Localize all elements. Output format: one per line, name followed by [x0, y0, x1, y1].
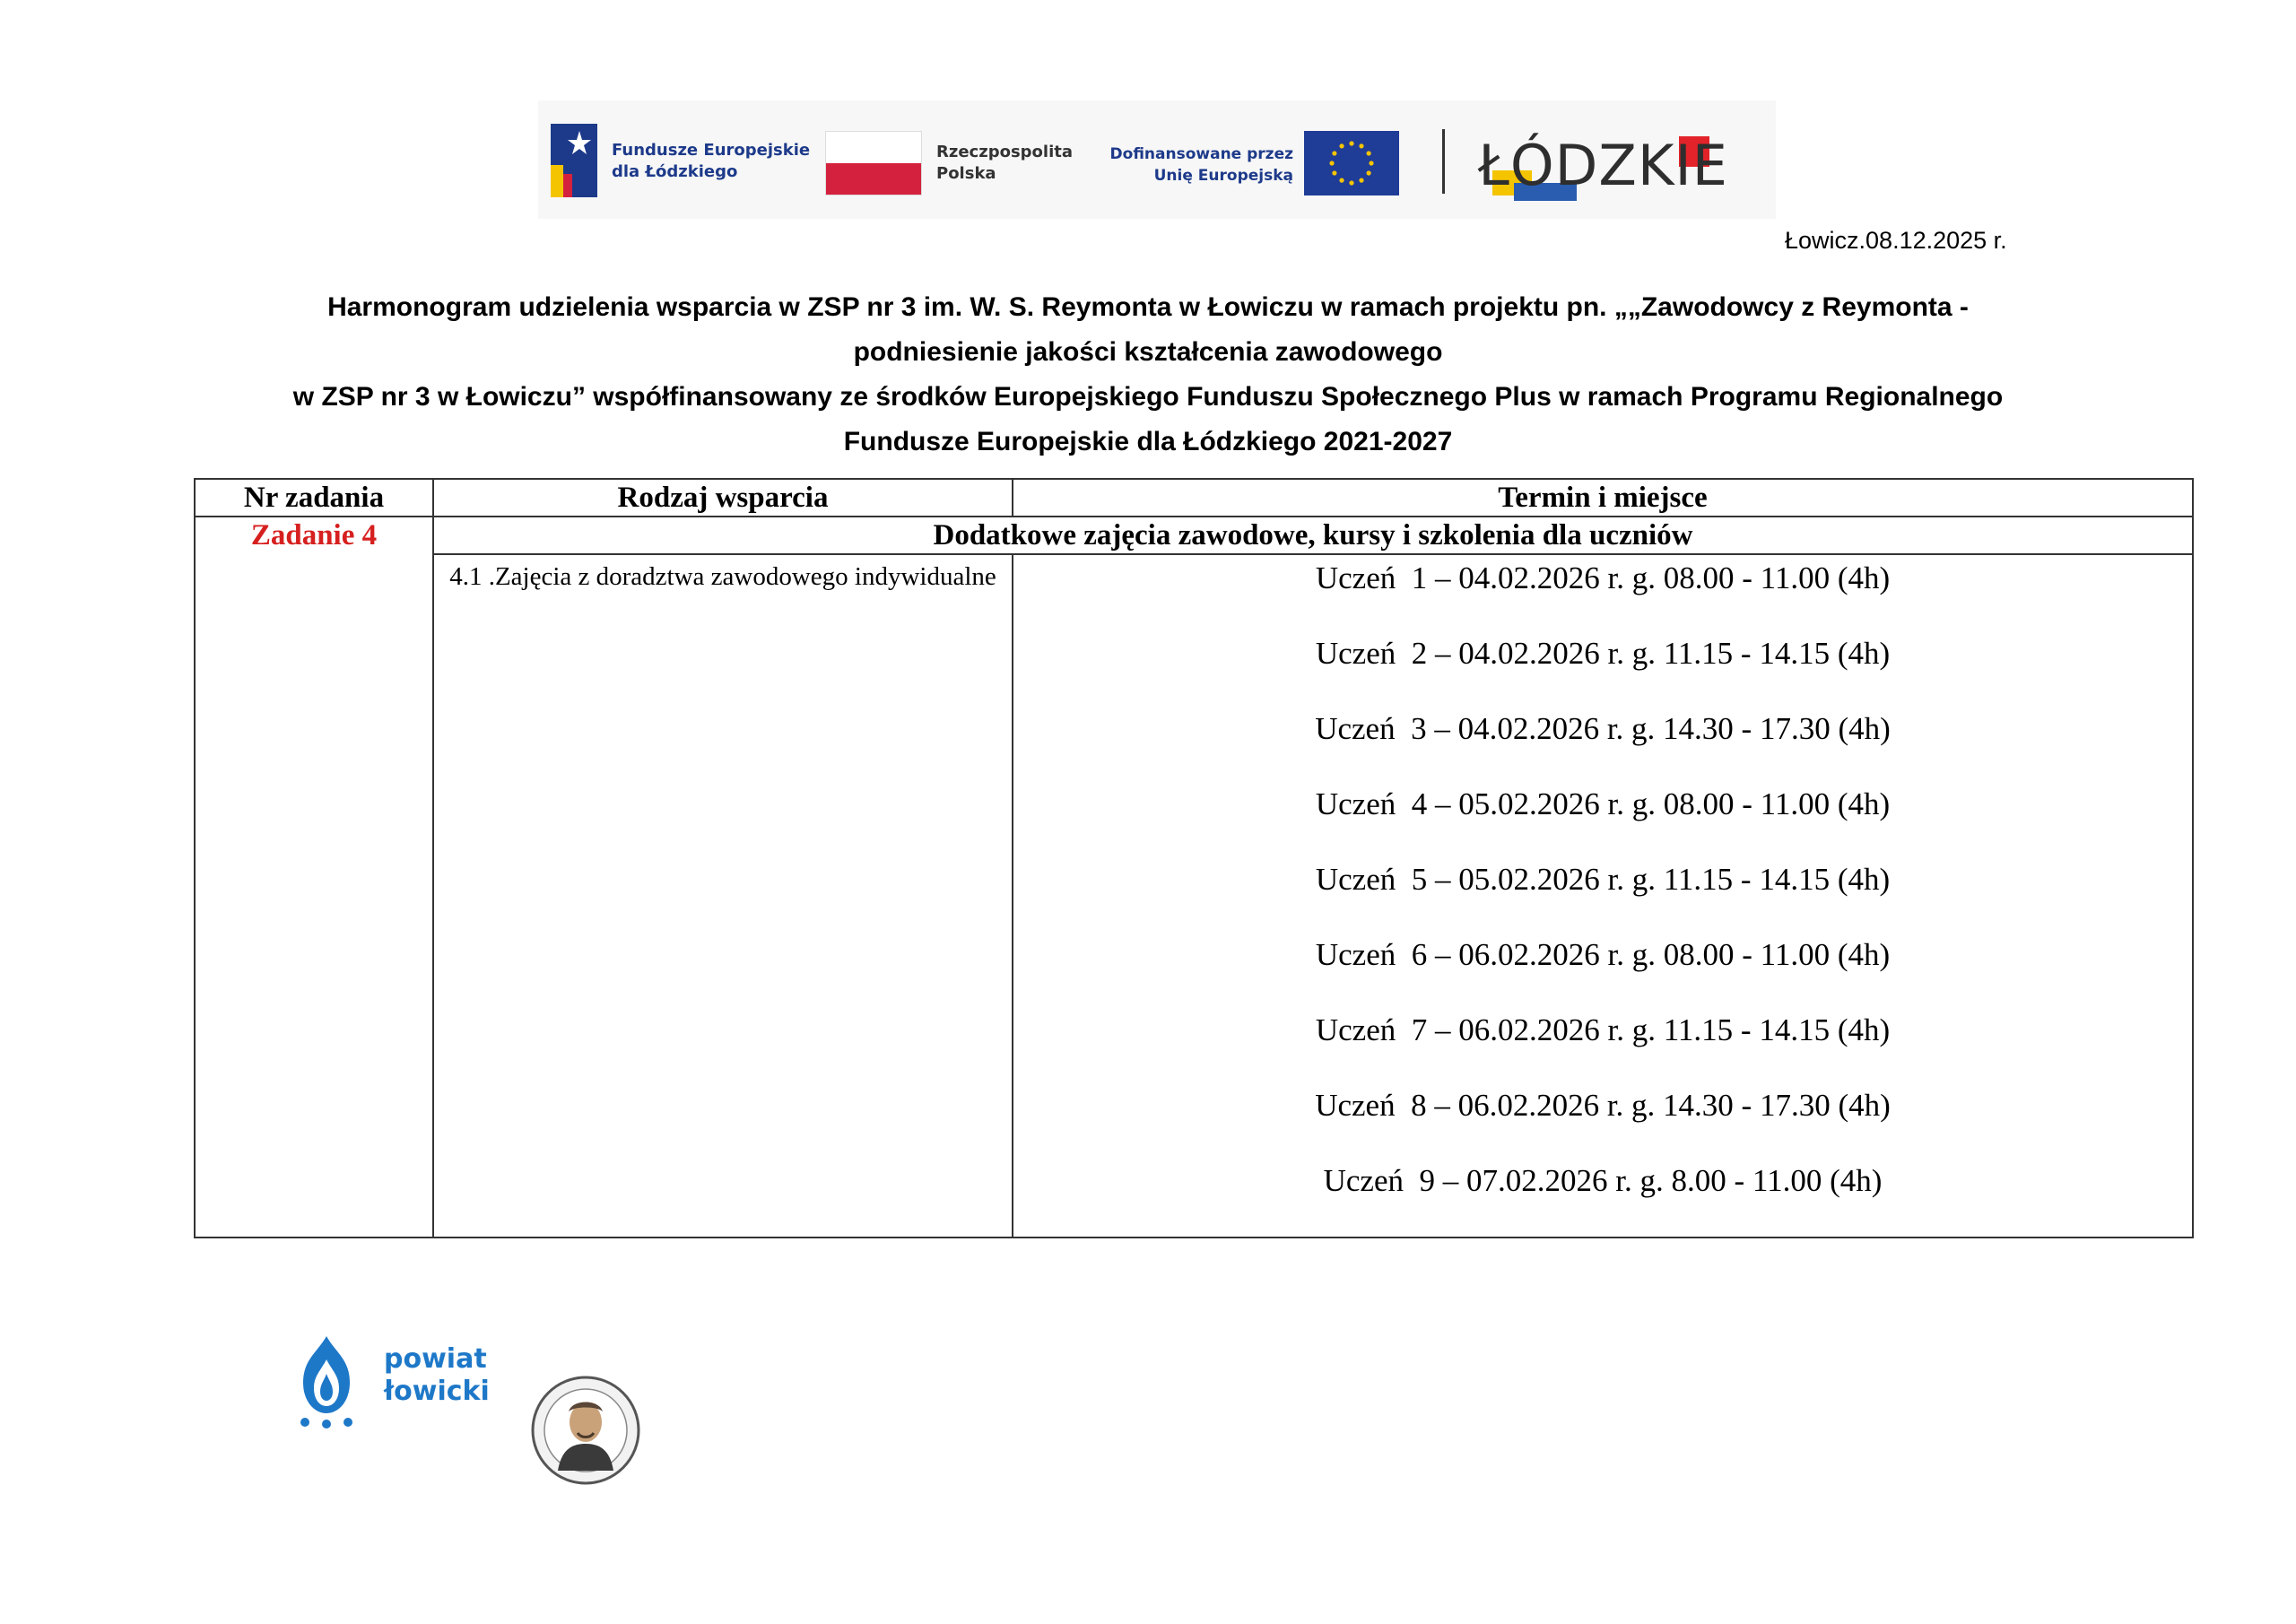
eu-star [1332, 170, 1336, 175]
eu-star [1349, 141, 1353, 145]
schedule-table [194, 478, 2194, 1238]
eu-star [1367, 170, 1371, 175]
eu-flag-icon [1304, 131, 1399, 195]
fundusze-europejskie-logo [551, 113, 811, 203]
header-date-place: Termin i miejsce [1013, 479, 2193, 517]
fe-logo-text: Fundusze Europejskie dla Łódzkiego [612, 141, 811, 181]
schedule-slot: Uczeń 7 – 06.02.2026 r. g. 11.15 - 14.15 (4h) [1315, 1012, 1891, 1047]
schedule-slot: Uczeń 9 – 07.02.2026 r. g. 8.00 - 11.00 (4h) [1323, 1163, 1883, 1198]
title-line: w ZSP nr 3 w Łowiczu” współfinansowany ze środków Europejskiego Funduszu Społecznego Plus w ramach Programu Regionalnego [292, 382, 2004, 412]
polish-flag-icon [825, 131, 922, 195]
task-title: Dodatkowe zajęcia zawodowe, kursy i szkolenia dla uczniów [433, 517, 2193, 554]
powiat-logo-text: powiat łowicki [384, 1343, 490, 1407]
schedule-slot: Uczeń 2 – 04.02.2026 r. g. 11.15 - 14.15 (4h) [1315, 636, 1891, 671]
logo-strip [538, 100, 1776, 219]
flame-logo [291, 1333, 362, 1431]
fe-star-icon [551, 124, 597, 197]
header-support-type: Rodzaj wsparcia [433, 479, 1013, 517]
schedule-slot: Uczeń 3 – 04.02.2026 r. g. 14.30 - 17.30 (4h) [1315, 711, 1891, 746]
document-date: Łowicz.08.12.2025 r. [1785, 227, 2007, 254]
rzeczpospolita-logo [825, 113, 1085, 203]
eu-star [1367, 151, 1371, 155]
eu-star [1349, 180, 1353, 185]
schedule-slot: Uczeń 5 – 05.02.2026 r. g. 11.15 - 14.15 (4h) [1315, 862, 1891, 897]
slots-cell [1013, 554, 2193, 1238]
eu-cofinanced-logo [1094, 113, 1408, 203]
document-title [188, 285, 2108, 465]
eu-star [1339, 143, 1344, 148]
header-task-number: Nr zadania [195, 479, 433, 517]
eu-star [1359, 143, 1363, 148]
title-line: Fundusze Europejskie dla Łódzkiego 2021-2027 [843, 427, 1453, 456]
logo-divider [1442, 129, 1445, 194]
eu-star [1339, 178, 1344, 183]
powiat-lowicki-logo [291, 1333, 490, 1431]
lodz-logo-text: ŁÓDZKIE [1478, 133, 1728, 198]
schedule-slot: Uczeń 8 – 06.02.2026 r. g. 14.30 - 17.30 (4h) [1315, 1088, 1891, 1123]
eu-star [1329, 161, 1334, 165]
schedule-slot: Uczeń 1 – 04.02.2026 r. g. 08.00 - 11.00 (4h) [1315, 560, 1891, 595]
eu-star [1359, 178, 1363, 183]
task-row [195, 517, 2193, 554]
rp-logo-text: Rzeczpospolita Polska [936, 143, 1073, 183]
schedule-slot: Uczeń 4 – 05.02.2026 r. g. 08.00 - 11.00 (4h) [1315, 786, 1891, 821]
eu-star [1332, 151, 1336, 155]
title-line: podniesienie jakości kształcenia zawodowego [853, 337, 1443, 367]
school-seal-icon [531, 1376, 640, 1485]
table-header-row [195, 479, 2193, 517]
eu-logo-text: Dofinansowane przez Unię Europejską [1109, 145, 1293, 185]
title-line: Harmonogram udzielenia wsparcia w ZSP nr 3 im. W. S. Reymonta w Łowiczu w ramach projektu pn. „„Zawodowcy z Reymonta - [327, 292, 1969, 322]
task-label: Zadanie 4 [195, 517, 433, 1238]
eu-star [1369, 161, 1373, 165]
support-type-cell: 4.1 .Zajęcia z doradztwa zawodowego indywidualne [433, 554, 1013, 1238]
table-row [195, 554, 2193, 1238]
lodzkie-logo [1471, 113, 1767, 206]
schedule-slot: Uczeń 6 – 06.02.2026 r. g. 08.00 - 11.00 (4h) [1315, 937, 1891, 972]
